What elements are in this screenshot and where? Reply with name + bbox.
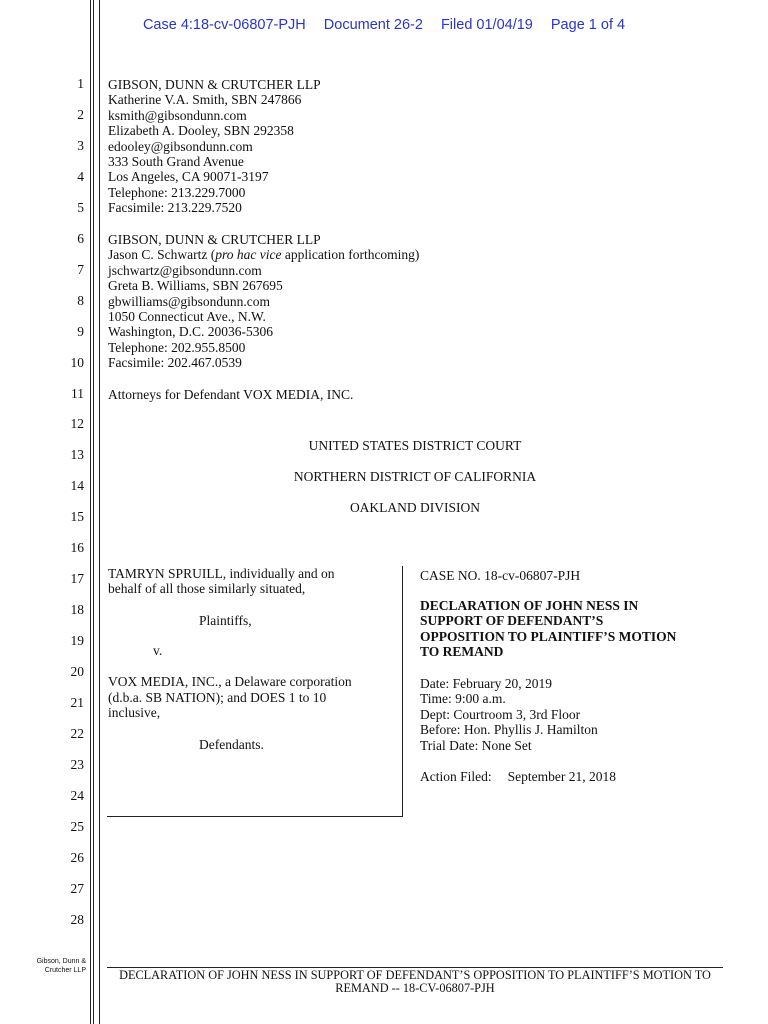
- line-number: 2: [77, 106, 84, 122]
- plaintiffs-label: Plaintiffs,: [199, 613, 252, 628]
- line-number: 1: [77, 76, 84, 91]
- defendant-line: inclusive,: [108, 705, 161, 720]
- line-number: 16: [70, 540, 84, 556]
- facsimile-line: Facsimile: 213.229.7520: [108, 200, 242, 216]
- footer-title-line: REMAND -- 18-CV-06807-PJH: [335, 981, 495, 995]
- action-filed-date: September 21, 2018: [507, 769, 616, 784]
- case-no: CASE NO. 18-cv-06807-PJH: [420, 568, 581, 583]
- court-district: NORTHERN DISTRICT OF CALIFORNIA: [293, 469, 537, 484]
- pro-hac-vice: pro hac vice: [215, 247, 282, 263]
- email-line: ksmith@gibsondunn.com: [108, 107, 247, 123]
- hearing-info: [420, 676, 598, 753]
- telephone-line: Telephone: 202.955.8500: [108, 339, 246, 355]
- line-number: 5: [77, 199, 84, 215]
- attorney-name: Jason C. Schwartz (: [108, 247, 216, 263]
- address-line: 333 South Grand Avenue: [108, 153, 244, 169]
- hearing-date: Date: February 20, 2019: [420, 676, 552, 691]
- footer-firm-line: Gibson, Dunn &: [36, 958, 86, 965]
- caption-horizontal-divider: [107, 816, 403, 817]
- hearing-judge: Before: Hon. Phyllis J. Hamilton: [420, 722, 598, 738]
- page-indicator: Page 1 of 4: [550, 17, 626, 33]
- attorneys-for: Attorneys for Defendant VOX MEDIA, INC.: [108, 387, 354, 402]
- line-number: 10: [70, 354, 84, 370]
- line-number: 26: [70, 849, 84, 865]
- email-line: edooley@gibsondunn.com: [108, 138, 253, 154]
- email-line: jschwartz@gibsondunn.com: [108, 262, 262, 278]
- line-number: 15: [70, 509, 84, 525]
- attorney-line: Katherine V.A. Smith, SBN 247866: [108, 92, 302, 108]
- line-number: 13: [70, 447, 84, 463]
- ecf-header: [0, 17, 768, 33]
- line-number: 23: [70, 756, 84, 772]
- case-number: Case 4:18-cv-06807-PJH: [142, 17, 306, 33]
- title-line: SUPPORT OF DEFENDANT’S: [420, 613, 604, 629]
- left-margin-rule: [99, 0, 100, 1024]
- left-margin-rule: [93, 0, 94, 1024]
- facsimile-line: Facsimile: 202.467.0539: [108, 355, 242, 371]
- document-title: [420, 598, 676, 660]
- defendant-line: VOX MEDIA, INC., a Delaware corporation: [108, 674, 352, 689]
- line-number: 25: [70, 818, 84, 834]
- footer-firm-line: Crutcher LLP: [44, 967, 86, 974]
- filed-date: Filed 01/04/19: [440, 17, 533, 33]
- line-number: 17: [70, 571, 84, 587]
- title-line: TO REMAND: [420, 644, 504, 660]
- action-filed-label: Action Filed:: [420, 769, 492, 784]
- line-number: 3: [77, 137, 84, 153]
- line-number: 7: [77, 261, 84, 277]
- line-number: 4: [77, 168, 84, 184]
- versus: v.: [153, 643, 163, 658]
- line-number: 21: [70, 695, 84, 710]
- defendants-label: Defendants.: [199, 737, 264, 752]
- line-number: 27: [70, 880, 84, 896]
- email-line: gbwilliams@gibsondunn.com: [108, 293, 271, 309]
- line-number: 18: [70, 602, 84, 618]
- footer-title-line: DECLARATION OF JOHN NESS IN SUPPORT OF DEFENDANT’S OPPOSITION TO PLAINTIFF’S MOTION TO: [119, 968, 711, 982]
- line-number: 24: [70, 787, 84, 803]
- attorney-line: [108, 247, 419, 262]
- footer-title: [108, 969, 722, 995]
- plaintiff-line: behalf of all those similarly situated,: [108, 581, 306, 596]
- document-number: Document 26-2: [323, 17, 423, 33]
- attorney-note: application forthcoming): [281, 247, 420, 263]
- title-line: OPPOSITION TO PLAINTIFF’S MOTION: [420, 628, 677, 644]
- action-filed: [420, 769, 616, 784]
- line-number: 14: [70, 478, 84, 494]
- caption-vertical-divider: [402, 566, 403, 816]
- firm-name: GIBSON, DUNN & CRUTCHER LLP: [108, 232, 321, 247]
- line-number: 28: [70, 911, 84, 927]
- address-line: Los Angeles, CA 90071-3197: [108, 169, 269, 185]
- hearing-dept: Dept: Courtroom 3, 3rd Floor: [420, 706, 581, 722]
- footer-firm: [20, 957, 86, 975]
- court-division: OAKLAND DIVISION: [349, 500, 481, 515]
- line-number: 19: [70, 633, 84, 649]
- line-number: 22: [70, 725, 84, 741]
- plaintiff-line: TAMRYN SPRUILL, individually and on: [108, 566, 335, 581]
- court-name: UNITED STATES DISTRICT COURT: [308, 438, 522, 453]
- attorney-line: Elizabeth A. Dooley, SBN 292358: [108, 123, 294, 139]
- line-number: 8: [77, 292, 84, 308]
- counsel-block-2: [108, 232, 419, 371]
- title-line: DECLARATION OF JOHN NESS IN: [420, 598, 639, 613]
- firm-name: GIBSON, DUNN & CRUTCHER LLP: [108, 77, 321, 92]
- address-line: 1050 Connecticut Ave., N.W.: [108, 308, 266, 324]
- hearing-time: Time: 9:00 a.m.: [420, 691, 506, 707]
- attorney-line: Greta B. Williams, SBN 267695: [108, 278, 283, 294]
- trial-date: Trial Date: None Set: [420, 737, 532, 753]
- counsel-block-1: [108, 77, 321, 216]
- address-line: Washington, D.C. 20036-5306: [108, 324, 274, 340]
- defendant-line: (d.b.a. SB NATION); and DOES 1 to 10: [108, 690, 327, 705]
- line-number: 11: [71, 385, 84, 401]
- line-number: 9: [77, 323, 84, 339]
- telephone-line: Telephone: 213.229.7000: [108, 184, 246, 200]
- line-number: 6: [77, 230, 84, 246]
- left-margin-rule: [90, 0, 91, 1024]
- line-number: 12: [70, 416, 84, 432]
- line-number: 20: [70, 664, 84, 680]
